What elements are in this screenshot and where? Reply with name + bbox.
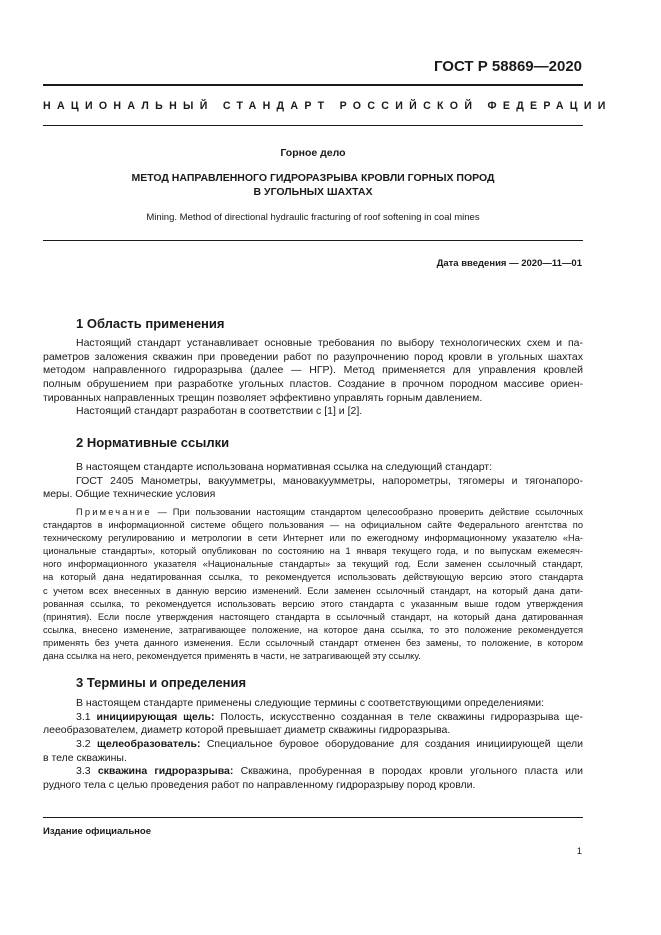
paragraph-line: методом направленного гидроразрыва (далее — НГР). Метод применяется для управления кровлей bbox=[43, 364, 583, 377]
field-name: Горное дело bbox=[280, 147, 346, 159]
term-line: рудного тела с целью проведения работ по направленному гидроразрыву пород кровли. bbox=[43, 779, 476, 792]
term-name: щелеобразователь: bbox=[96, 738, 201, 751]
national-standard-caption: НАЦИОНАЛЬНЫЙ СТАНДАРТ РОССИЙСКОЙ ФЕДЕРАЦИИ bbox=[43, 100, 612, 112]
title-line-1: МЕТОД НАПРАВЛЕННОГО ГИДРОРАЗРЫВА КРОВЛИ ГОРНЫХ ПОРОД bbox=[131, 172, 495, 184]
term-number: 3.1 bbox=[76, 710, 97, 723]
section-3-body bbox=[43, 697, 583, 793]
document-title bbox=[43, 171, 583, 199]
term-definition: Скважина, пробуренная в породах кровли угольного пласта или bbox=[233, 765, 583, 778]
footer-rule bbox=[43, 817, 583, 818]
edition-label: Издание официальное bbox=[43, 826, 151, 837]
section-1-heading: 1 Область применения bbox=[76, 316, 225, 331]
term-line: лееобразователем, диаметр которой превышает диаметр скважины гидроразрыва. bbox=[43, 724, 451, 737]
paragraph-line: тированных направленных трещин позволяет эффективно управлять горным давлением. bbox=[43, 391, 483, 404]
note-line: ного информационного указателя «Национальные стандарты» за текущий год. Если заменен ссылочный стандарт, bbox=[43, 559, 583, 570]
note-label: Примечание bbox=[76, 507, 152, 517]
section-1-body bbox=[43, 337, 583, 419]
term-number: 3.2 bbox=[76, 738, 97, 751]
top-rule bbox=[43, 84, 583, 86]
note-line bbox=[43, 506, 583, 519]
title-rule bbox=[43, 240, 583, 241]
paragraph-line: Настоящий стандарт разработан в соответствии с [1] и [2]. bbox=[76, 405, 363, 418]
note-line: циональные стандарты», который опубликован по состоянию на 1 января текущего года, и по выпускам ежемесяч- bbox=[43, 546, 583, 557]
note-line: дана ссылка на него, рекомендуется применять в части, не затрагивающей эту ссылку. bbox=[43, 651, 421, 662]
section-2-heading: 2 Нормативные ссылки bbox=[76, 435, 230, 450]
note-line: на который дана недатированная ссылка, то рекомендуется использовать действующую версию этого стандарта bbox=[43, 572, 583, 583]
term-number: 3.3 bbox=[76, 765, 98, 778]
paragraph-line: раметров заложения скважин при проведении работ по разупрочнению пород кровли в угольных шахтах bbox=[43, 350, 583, 363]
page-number: 1 bbox=[576, 846, 582, 857]
section-2-note bbox=[43, 506, 583, 663]
note-line: с учетом всех внесенных в данную версию изменений. Если заменен ссылочный стандарт, на который дана дати- bbox=[43, 585, 583, 596]
term-definition: Специальное буровое оборудование для создания инициирующей щели bbox=[200, 738, 584, 751]
term-line bbox=[43, 711, 583, 725]
term-line: в теле скважины. bbox=[43, 751, 127, 764]
paragraph-line: меры. Общие технические условия bbox=[43, 488, 216, 501]
caption-rule bbox=[43, 125, 583, 126]
paragraph-line: В настоящем стандарте использована нормативная ссылка на следующий стандарт: bbox=[76, 461, 493, 473]
note-line: (принятия). Если после утверждения настоящего стандарта в ссылочный стандарт, на который дана датированная bbox=[43, 611, 583, 622]
paragraph-line: полным обрушением при разработке угольных пластов. Создание в прочном породном массиве ориен- bbox=[43, 378, 583, 391]
term-name: скважина гидроразрыва: bbox=[97, 765, 234, 778]
section-3-heading: 3 Термины и определения bbox=[76, 675, 247, 690]
note-line: ссылка, внесено изменение, затрагивающее положение, на которое дана ссылка, то это положение рекомендуется bbox=[43, 624, 583, 635]
paragraph-line: ГОСТ 2405 Манометры, вакуумметры, мановакуумметры, напорометры, тягомеры и тягонапоро- bbox=[76, 474, 583, 487]
english-title: Mining. Method of directional hydraulic fracturing of roof softening in coal mines bbox=[146, 212, 480, 223]
note-text: — При пользовании настоящим стандартом целесообразно проверить действие ссылочных bbox=[151, 507, 583, 517]
note-line: техническому регулированию и метрологии в сети Интернет или по ежегодному информационному указателю «На- bbox=[43, 533, 583, 544]
note-line: рованная ссылка, то рекомендуется использовать версию этого стандарта с указанным выше годом утверждения bbox=[43, 598, 583, 609]
term-definition: Полость, искусственно созданная в теле скважины гидроразрыва ще- bbox=[214, 710, 583, 723]
standard-number: ГОСТ Р 58869—2020 bbox=[433, 58, 582, 75]
title-line-2: В УГОЛЬНЫХ ШАХТАХ bbox=[253, 186, 373, 198]
paragraph-line: В настоящем стандарте применены следующие термины с соответствующими определениями: bbox=[76, 697, 545, 709]
note-line: применять без учета данного изменения. Если ссылочный стандарт отменен без замены, то положение, в котором bbox=[43, 637, 583, 648]
section-2-body bbox=[43, 461, 583, 502]
paragraph-line: Настоящий стандарт устанавливает основные требования по выбору технологических схем и па- bbox=[76, 337, 583, 349]
effective-date: Дата введения — 2020—11—01 bbox=[436, 258, 582, 269]
term-name: инициирующая щель: bbox=[96, 710, 215, 723]
term-line bbox=[43, 738, 583, 752]
note-line: стандартов в информационной системе общего пользования — на официальном сайте Федерального агентства по bbox=[43, 520, 583, 531]
term-line bbox=[43, 765, 583, 779]
